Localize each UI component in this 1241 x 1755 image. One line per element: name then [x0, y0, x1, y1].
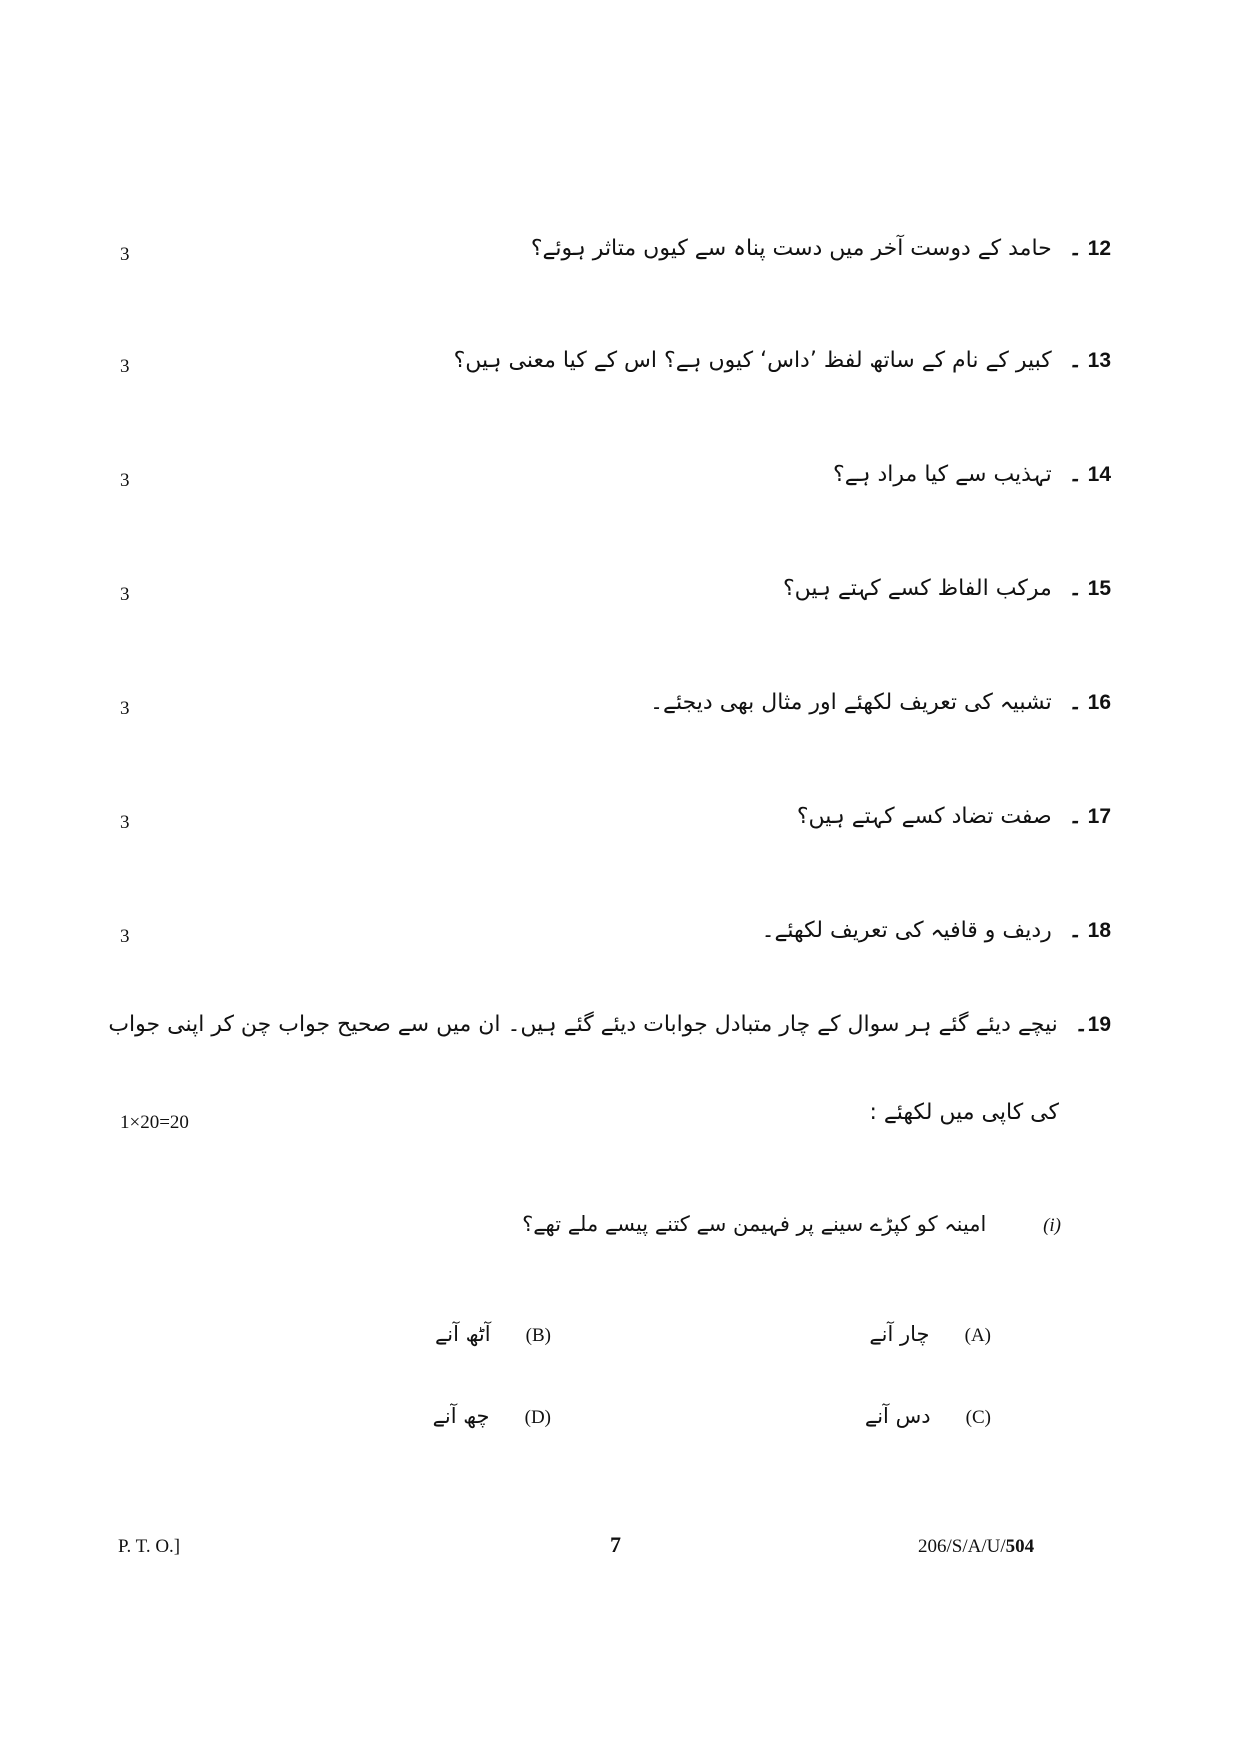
option-b — [435, 1322, 551, 1347]
question-17 — [0, 796, 1241, 856]
question-marks: 3 — [120, 926, 130, 947]
question-number: 13 — [1087, 349, 1111, 372]
question-marks: 3 — [120, 812, 130, 833]
question-19-marks: 1×20=20 — [120, 1112, 189, 1133]
option-text: چار آنے — [869, 1322, 930, 1346]
option-d — [433, 1404, 551, 1429]
question-number: 15 — [1087, 577, 1111, 600]
question-number: 18 — [1087, 919, 1111, 942]
question-18 — [0, 910, 1241, 970]
question-text: صفت تضاد کسے کہتے ہیں؟ — [796, 804, 1052, 829]
question-number: 16 — [1087, 691, 1111, 714]
question-19-line1: 19۔ نیچے دیئے گئے ہر سوال کے چار متبادل جوابات دیئے گئے ہیں۔ ان میں سے صحیح جواب چن کر اپنی جواب — [108, 1012, 1111, 1037]
question-text: نیچے دیئے گئے ہر سوال کے چار متبادل جوابات دیئے گئے ہیں۔ ان میں سے صحیح جواب چن کر اپنی جواب — [108, 1012, 1058, 1037]
option-label: (C) — [965, 1407, 991, 1428]
question-text-row: 17۔ صفت تضاد کسے کہتے ہیں؟ — [796, 804, 1111, 829]
question-text-row: 16۔ تشبیہ کی تعریف لکھئے اور مثال بھی دیجئے۔ — [650, 690, 1111, 715]
question-marks: 3 — [120, 356, 130, 377]
question-15 — [0, 568, 1241, 628]
question-12 — [0, 228, 1241, 288]
pto-label: P. T. O.] — [118, 1536, 181, 1557]
question-text: تہذیب سے کیا مراد ہے؟ — [833, 462, 1052, 487]
question-text: مرکب الفاظ کسے کہتے ہیں؟ — [782, 576, 1052, 601]
question-text-row: 14۔ تہذیب سے کیا مراد ہے؟ — [833, 462, 1111, 487]
sub-question-label: (i) — [1043, 1215, 1061, 1236]
question-text-row: 15۔ مرکب الفاظ کسے کہتے ہیں؟ — [782, 576, 1111, 601]
question-14 — [0, 454, 1241, 514]
option-c — [865, 1404, 991, 1429]
question-marks: 3 — [120, 244, 130, 265]
option-a — [869, 1322, 991, 1347]
question-marks: 3 — [120, 698, 130, 719]
option-label: (A) — [964, 1325, 991, 1346]
paper-code-suffix: 504 — [1005, 1536, 1035, 1557]
sub-question-i — [522, 1212, 1061, 1237]
question-19-line2: کی کاپی میں لکھئے : — [869, 1100, 1059, 1125]
question-text: کبیر کے نام کے ساتھ لفظ ’داس‘ کیوں ہے؟ اس کے کیا معنی ہیں؟ — [453, 348, 1052, 373]
question-marks: 3 — [120, 470, 130, 491]
question-16 — [0, 682, 1241, 742]
question-number: 17 — [1087, 805, 1111, 828]
page-number: 7 — [610, 1532, 621, 1557]
question-number: 14 — [1087, 463, 1111, 486]
question-number: 12 — [1087, 237, 1111, 260]
question-13 — [0, 340, 1241, 400]
option-text: دس آنے — [864, 1404, 931, 1428]
option-label: (D) — [524, 1407, 551, 1428]
option-label: (B) — [525, 1325, 551, 1346]
paper-code-prefix: 206/S/A/U/ — [918, 1536, 1006, 1557]
sub-question-text: امینہ کو کپڑے سینے پر فہیمن سے کتنے پیسے ملے تھے؟ — [522, 1212, 987, 1236]
question-text-row: 13۔ کبیر کے نام کے ساتھ لفظ ’داس‘ کیوں ہے؟ اس کے کیا معنی ہیں؟ — [453, 348, 1111, 373]
question-marks: 3 — [120, 584, 130, 605]
question-text: حامد کے دوست آخر میں دست پناہ سے کیوں متاثر ہوئے؟ — [530, 236, 1052, 261]
question-text: ردیف و قافیہ کی تعریف لکھئے۔ — [761, 918, 1052, 943]
question-text-row: 18۔ ردیف و قافیہ کی تعریف لکھئے۔ — [761, 918, 1111, 943]
question-text: تشبیہ کی تعریف لکھئے اور مثال بھی دیجئے۔ — [650, 690, 1052, 715]
question-text-row: 12۔ حامد کے دوست آخر میں دست پناہ سے کیوں متاثر ہوئے؟ — [530, 236, 1111, 261]
option-text: چھ آنے — [432, 1404, 490, 1428]
option-text: آٹھ آنے — [434, 1322, 491, 1346]
paper-code — [918, 1536, 1034, 1558]
question-number: 19 — [1087, 1013, 1111, 1036]
